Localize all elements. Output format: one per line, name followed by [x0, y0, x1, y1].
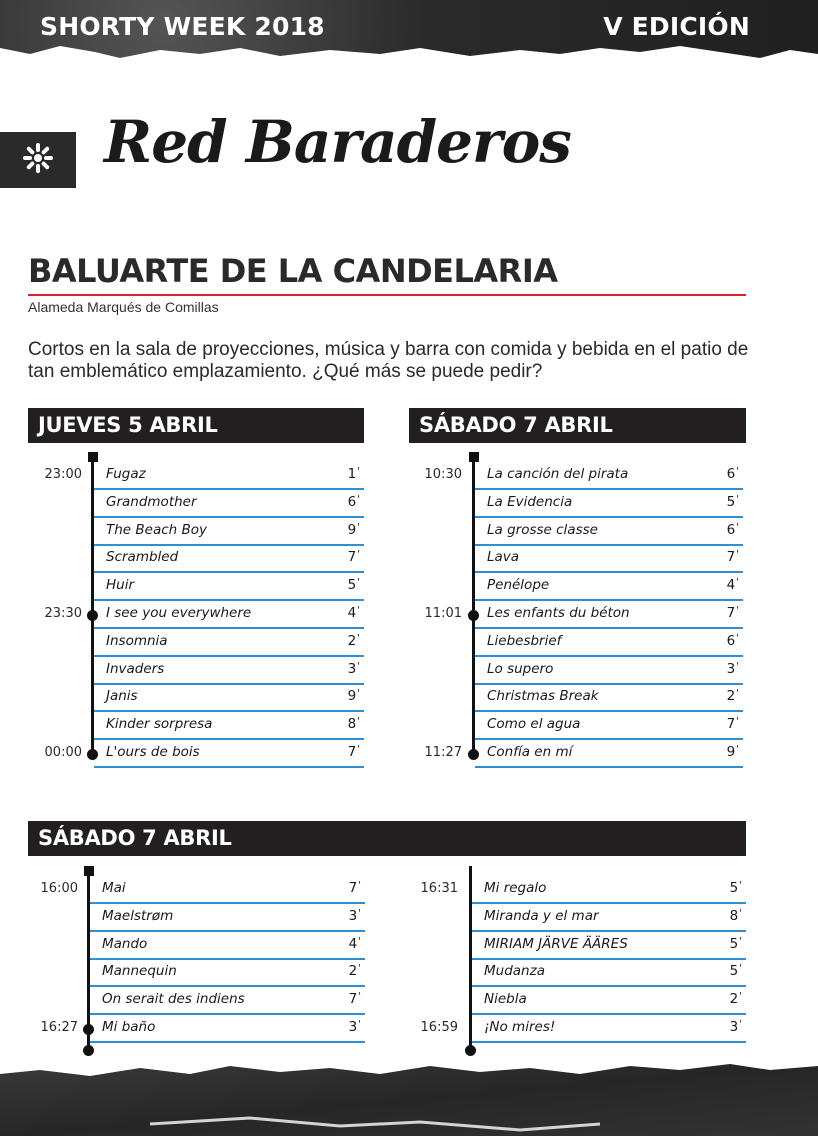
film-duration: 4 ': [349, 936, 361, 952]
film-duration: 2 ': [349, 963, 361, 979]
venue-logo: Red Baraderos: [104, 108, 571, 176]
film-duration: 7 ': [349, 991, 361, 1007]
film-title: Grandmother: [106, 493, 197, 510]
film-duration: 6 ': [727, 466, 739, 482]
film-duration: 7 ': [348, 744, 360, 760]
venue-address: Alameda Marqués de Comillas: [28, 299, 219, 315]
film-title: La canción del pirata: [487, 466, 629, 482]
film-row: [94, 490, 364, 518]
film-duration: 3 ': [727, 661, 739, 677]
film-row: [475, 601, 743, 629]
film-row: [94, 601, 364, 629]
film-row: [475, 518, 743, 546]
film-row: [475, 684, 743, 712]
film-row: [472, 932, 746, 960]
film-duration: 9 ': [348, 522, 360, 538]
film-title: Mi baño: [102, 1019, 156, 1035]
film-title: Janis: [106, 688, 138, 705]
film-row: [94, 518, 364, 546]
film-row: [475, 629, 743, 657]
timeline-dot: [87, 610, 98, 621]
film-title: Confía en mí: [487, 744, 573, 760]
film-title: Lava: [487, 549, 520, 566]
film-duration: 4 ': [727, 577, 739, 593]
film-title: Christmas Break: [487, 688, 599, 705]
day-header-saturday-afternoon: SÁBADO 7 ABRIL: [28, 821, 746, 856]
film-duration: 7 ': [727, 716, 739, 732]
film-duration: 6 ': [727, 522, 739, 538]
film-title: Mi regalo: [484, 880, 547, 896]
film-duration: 4 ': [348, 605, 360, 621]
film-title: Mannequin: [102, 963, 177, 980]
film-duration: 7 ': [727, 549, 739, 565]
film-duration: 1 ': [348, 466, 360, 482]
film-title: Les enfants du béton: [487, 605, 630, 621]
film-title: Miranda y el mar: [484, 907, 599, 924]
film-duration: 2 ': [727, 688, 739, 704]
venue-description: Cortos en la sala de proyecciones, música y barra con comida y bebida en el patio de tan emblemático emplazamiento. ¿Qué más se puede pedir?: [28, 339, 749, 382]
footer-band: [0, 1060, 818, 1136]
timeline-dot: [468, 749, 479, 760]
film-row: [475, 712, 743, 740]
asterisk-flower-icon: [21, 141, 55, 179]
film-title: Lo supero: [487, 660, 554, 677]
day-header-saturday-morning: SÁBADO 7 ABRIL: [409, 408, 746, 443]
timeline-start-marker: [88, 452, 98, 462]
start-time: 16:31: [420, 881, 458, 896]
timeline-start-marker: [469, 452, 479, 462]
film-title: La grosse classe: [487, 521, 598, 538]
film-row: [475, 740, 743, 768]
film-row: [94, 629, 364, 657]
film-title: MIRIAM JÄRVE ÄÄRES: [484, 935, 628, 952]
film-row: [94, 657, 364, 685]
film-row: [475, 462, 743, 490]
film-title: ¡No mires!: [484, 1019, 556, 1035]
film-row: [472, 876, 746, 904]
film-row: [94, 462, 364, 490]
film-row: [475, 657, 743, 685]
start-time: 00:00: [44, 745, 82, 760]
torn-edge: [0, 40, 818, 74]
film-row: [94, 684, 364, 712]
film-row: [472, 1015, 746, 1043]
film-duration: 3 ': [349, 908, 361, 924]
film-title: Maelstrøm: [102, 907, 174, 924]
venue-name: BALUARTE DE LA CANDELARIA: [28, 252, 558, 290]
film-title: Como el agua: [487, 716, 581, 733]
film-row: [472, 904, 746, 932]
film-duration: 6 ': [348, 494, 360, 510]
film-title: Mudanza: [484, 963, 545, 980]
film-title: Scrambled: [106, 549, 179, 566]
film-title: On serait des indiens: [102, 991, 245, 1008]
film-row: [94, 545, 364, 573]
film-duration: 9 ': [727, 744, 739, 760]
film-title: Kinder sorpresa: [106, 716, 213, 733]
film-duration: 5 ': [730, 880, 742, 896]
film-duration: 8 ': [348, 716, 360, 732]
film-title: Fugaz: [106, 466, 146, 482]
header-band: [0, 0, 818, 70]
film-duration: 5 ': [730, 963, 742, 979]
edition-label: V EDICIÓN: [603, 12, 750, 41]
timeline-start-marker: [84, 866, 94, 876]
film-row: [94, 573, 364, 601]
timeline-dot: [83, 1024, 94, 1035]
film-title: L'ours de bois: [106, 744, 200, 760]
film-row: [475, 573, 743, 601]
film-title: Invaders: [106, 660, 165, 677]
start-time: 11:01: [424, 606, 462, 621]
start-time: 10:30: [424, 467, 462, 482]
film-duration: 5 ': [348, 577, 360, 593]
day-header-thursday: JUEVES 5 ABRIL: [28, 408, 364, 443]
film-row: [90, 1015, 365, 1043]
film-title: La Evidencia: [487, 493, 573, 510]
film-title: Penélope: [487, 577, 550, 594]
film-row: [475, 545, 743, 573]
film-title: Insomnia: [106, 632, 168, 649]
film-title: Mando: [102, 935, 148, 952]
start-time: 16:27: [40, 1020, 78, 1035]
start-time: 11:27: [424, 745, 462, 760]
film-row: [90, 932, 365, 960]
start-time: 23:00: [44, 467, 82, 482]
film-row: [90, 876, 365, 904]
film-title: Mai: [102, 880, 126, 896]
timeline-dot: [87, 749, 98, 760]
film-row: [90, 987, 365, 1015]
event-title: SHORTY WEEK 2018: [40, 12, 325, 41]
start-time: 16:00: [40, 881, 78, 896]
film-row: [472, 987, 746, 1015]
film-duration: 7 ': [727, 605, 739, 621]
film-duration: 6 ': [727, 633, 739, 649]
film-duration: 3 ': [348, 661, 360, 677]
start-time: 23:30: [44, 606, 82, 621]
start-time: 16:59: [420, 1020, 458, 1035]
title-underline: [28, 294, 746, 296]
film-title: I see you everywhere: [106, 605, 252, 621]
film-duration: 2 ': [348, 633, 360, 649]
timeline-dot: [468, 610, 479, 621]
timeline-end-dot: [83, 1045, 94, 1056]
film-duration: 9 ': [348, 688, 360, 704]
timeline-end-dot: [465, 1045, 476, 1056]
film-row: [472, 959, 746, 987]
section-icon-box: [0, 132, 76, 188]
film-duration: 5 ': [730, 936, 742, 952]
film-duration: 7 ': [349, 880, 361, 896]
film-row: [90, 959, 365, 987]
film-title: Liebesbrief: [487, 632, 562, 649]
film-row: [94, 712, 364, 740]
film-duration: 7 ': [348, 549, 360, 565]
film-duration: 2 ': [730, 991, 742, 1007]
film-duration: 3 ': [730, 1019, 742, 1035]
film-title: Niebla: [484, 991, 527, 1008]
film-row: [475, 490, 743, 518]
film-row: [90, 904, 365, 932]
film-title: Huir: [106, 577, 135, 594]
film-row: [94, 740, 364, 768]
film-duration: 8 ': [730, 908, 742, 924]
film-duration: 3 ': [349, 1019, 361, 1035]
film-duration: 5 ': [727, 494, 739, 510]
film-title: The Beach Boy: [106, 521, 208, 538]
